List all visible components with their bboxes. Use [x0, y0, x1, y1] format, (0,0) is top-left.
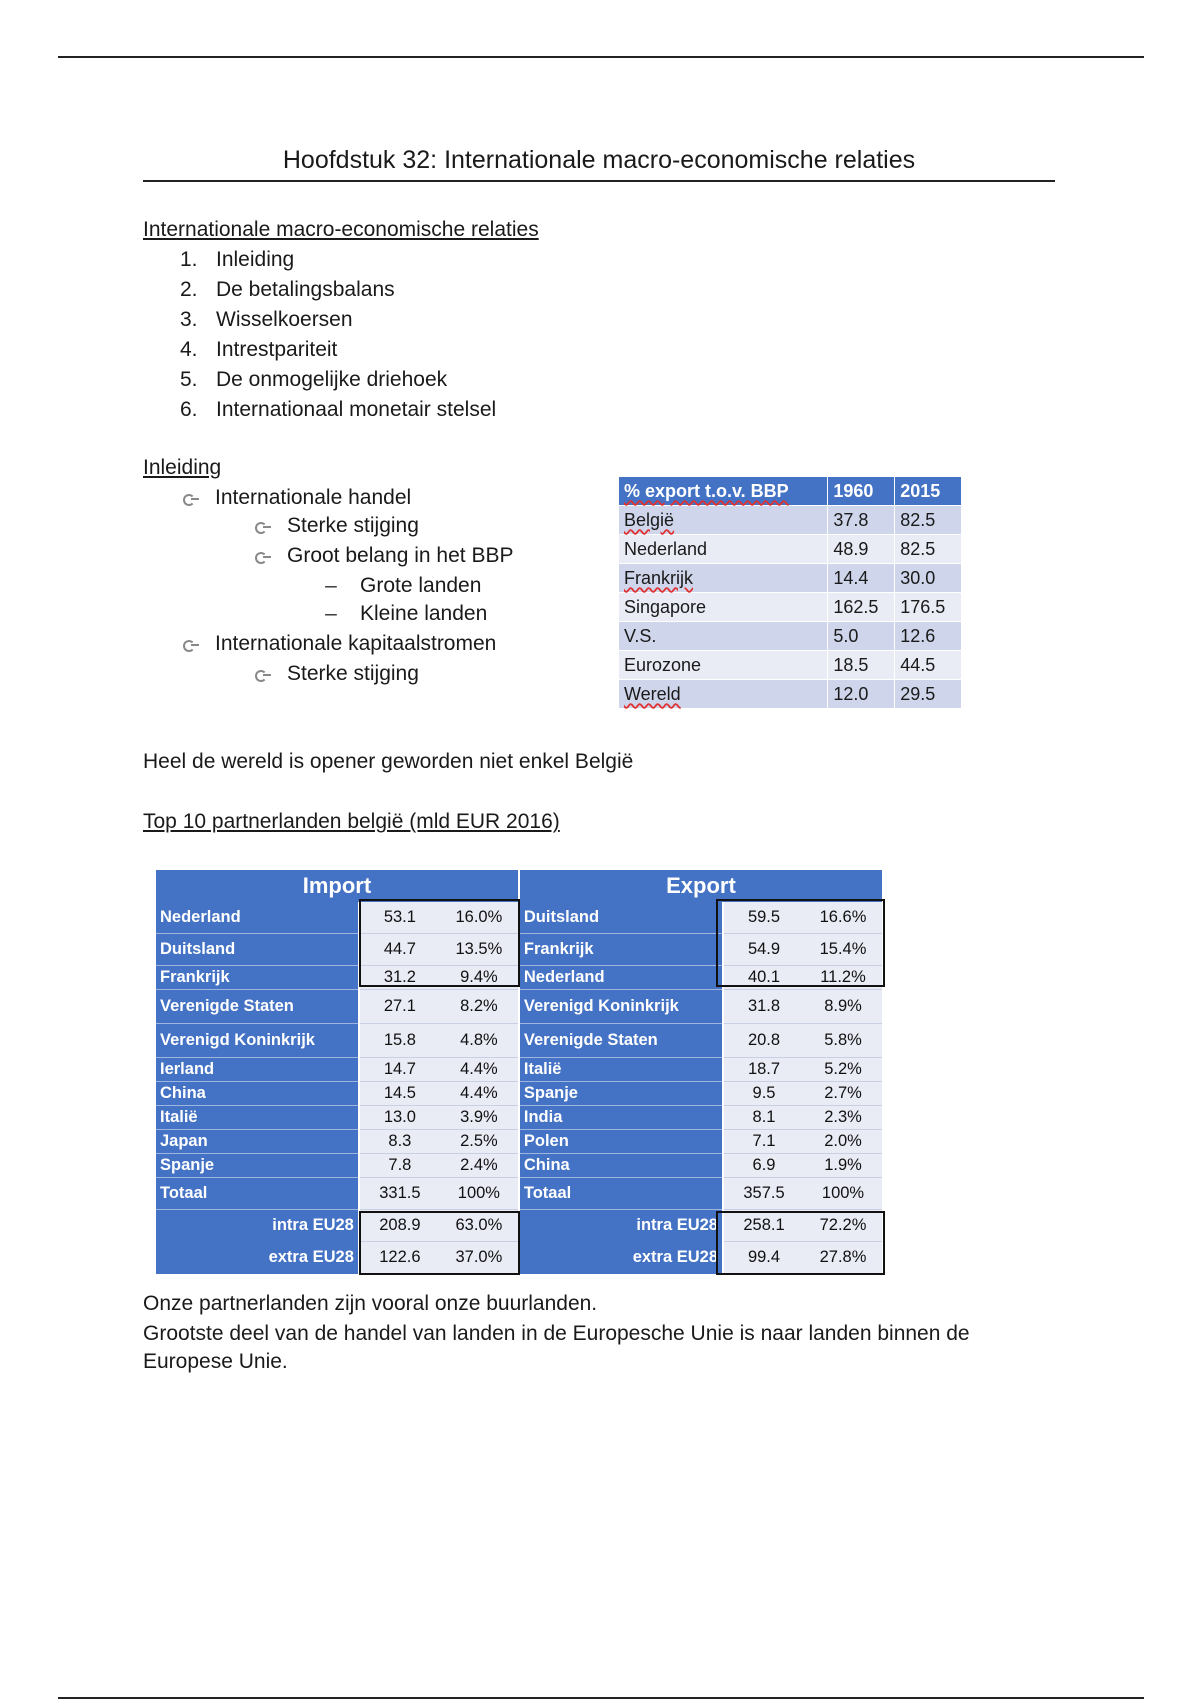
import-value: 53.1: [359, 902, 440, 934]
import-eu-box: [359, 1211, 520, 1275]
remark-neighbours: Onze partnerlanden zijn vooral onze buurlanden.: [143, 1292, 598, 1315]
export-share: 5.2%: [804, 1058, 883, 1082]
import-country: Totaal: [156, 1178, 359, 1210]
table-row: [156, 1058, 883, 1082]
bullet-item: Internationale kapitaalstromen: [183, 630, 496, 658]
export-value: 31.8: [723, 990, 804, 1024]
export-country: Italië: [519, 1058, 723, 1082]
export-value: 8.1: [723, 1106, 804, 1130]
bullet-item: Sterke stijging: [255, 660, 419, 688]
export-value: 7.1: [723, 1130, 804, 1154]
export-value: 40.1: [723, 966, 804, 990]
eu-label: intra EU28: [519, 1210, 723, 1242]
table-row: Singapore 162.5 176.5: [619, 593, 962, 622]
export-country: Polen: [519, 1130, 723, 1154]
import-country: Frankrijk: [156, 966, 359, 990]
import-share: 4.8%: [440, 1024, 519, 1058]
bottom-rule: [58, 1697, 1144, 1699]
toc-item: 1. Inleiding: [180, 248, 295, 271]
import-share: 2.4%: [440, 1154, 519, 1178]
export-share: 5.8%: [804, 1024, 883, 1058]
top-rule: [58, 56, 1144, 58]
toc-item: 3. Wisselkoersen: [180, 308, 353, 331]
export-country: Verenigde Staten: [519, 1024, 723, 1058]
table-row: [156, 1082, 883, 1106]
import-country: Duitsland: [156, 934, 359, 966]
bullet-icon: [183, 493, 197, 503]
remark-open-world: Heel de wereld is opener geworden niet enkel België: [143, 750, 634, 773]
table-header-row: [156, 870, 883, 902]
import-value: 8.3: [359, 1130, 440, 1154]
bullet-icon: [255, 551, 269, 561]
eu-label: extra EU28: [519, 1242, 723, 1274]
import-share: 13.5%: [440, 934, 519, 966]
table-row: Nederland 48.9 82.5: [619, 535, 962, 564]
export-share: 1.9%: [804, 1154, 883, 1178]
import-share: 9.4%: [440, 966, 519, 990]
bullet-icon: [255, 521, 269, 531]
export-country: Totaal: [519, 1178, 723, 1210]
table-row: Frankrijk 14.4 30.0: [619, 564, 962, 593]
bullet-icon: [183, 639, 197, 649]
import-country: Spanje: [156, 1154, 359, 1178]
bullet-item: Sterke stijging: [255, 512, 419, 540]
table-row: België 37.8 82.5: [619, 506, 962, 535]
export-share: 2.0%: [804, 1130, 883, 1154]
export-top3-box: [716, 899, 885, 987]
export-value: 20.8: [723, 1024, 804, 1058]
table-header: 1960: [828, 477, 895, 506]
table-row: Wereld 12.0 29.5: [619, 680, 962, 709]
import-value: 122.6: [359, 1242, 440, 1274]
import-value: 44.7: [359, 934, 440, 966]
remark-eu-trade: Grootste deel van de handel van landen in de Europesche Unie is naar landen binnen de Europese Unie.: [143, 1322, 970, 1373]
export-country: India: [519, 1106, 723, 1130]
export-gdp-table: [618, 476, 962, 709]
table-row: [156, 1130, 883, 1154]
export-country: Spanje: [519, 1082, 723, 1106]
import-share: 3.9%: [440, 1106, 519, 1130]
bullet-item: Internationale handel: [183, 484, 411, 512]
table-header: 2015: [895, 477, 962, 506]
export-share: 16.6%: [804, 902, 883, 934]
import-value: 7.8: [359, 1154, 440, 1178]
table-row: [156, 1154, 883, 1178]
import-value: 14.7: [359, 1058, 440, 1082]
toc-item: 2. De betalingsbalans: [180, 278, 395, 301]
export-share: 8.9%: [804, 990, 883, 1024]
export-share: 100%: [804, 1178, 883, 1210]
toc-heading: Internationale macro-economische relaties: [143, 218, 539, 241]
import-share: 2.5%: [440, 1130, 519, 1154]
import-share: 16.0%: [440, 902, 519, 934]
table-header: % export t.o.v. BBP: [619, 477, 828, 506]
toc-item: 5. De onmogelijke driehoek: [180, 368, 448, 391]
export-country: Duitsland: [519, 902, 723, 934]
toc-item: 6. Internationaal monetair stelsel: [180, 398, 497, 421]
export-share: 15.4%: [804, 934, 883, 966]
export-country: Verenigd Koninkrijk: [519, 990, 723, 1024]
table-row: V.S. 5.0 12.6: [619, 622, 962, 651]
export-country: Nederland: [519, 966, 723, 990]
export-share: 27.8%: [804, 1242, 883, 1274]
import-value: 31.2: [359, 966, 440, 990]
import-share: 63.0%: [440, 1210, 519, 1242]
intro-heading: Inleiding: [143, 456, 222, 479]
export-country: Frankrijk: [519, 934, 723, 966]
import-value: 208.9: [359, 1210, 440, 1242]
export-value: 258.1: [723, 1210, 804, 1242]
dash-item: – Grote landen: [325, 574, 482, 597]
import-country: Ierland: [156, 1058, 359, 1082]
import-country: Japan: [156, 1130, 359, 1154]
eu-label: extra EU28: [156, 1242, 359, 1274]
dash-item: – Kleine landen: [325, 602, 488, 625]
export-country: China: [519, 1154, 723, 1178]
export-value: 54.9: [723, 934, 804, 966]
import-value: 331.5: [359, 1178, 440, 1210]
table-header-row: [619, 477, 962, 506]
top10-heading: Top 10 partnerlanden belgië (mld EUR 2016): [143, 810, 560, 833]
export-value: 357.5: [723, 1178, 804, 1210]
import-value: 13.0: [359, 1106, 440, 1130]
export-eu-box: [716, 1211, 885, 1275]
export-share: 2.3%: [804, 1106, 883, 1130]
table-row: [156, 1178, 883, 1210]
import-share: 4.4%: [440, 1082, 519, 1106]
import-header: Import: [156, 870, 519, 902]
toc-list: [180, 245, 496, 425]
export-value: 9.5: [723, 1082, 804, 1106]
export-value: 6.9: [723, 1154, 804, 1178]
export-value: 99.4: [723, 1242, 804, 1274]
import-country: Verenigd Koninkrijk: [156, 1024, 359, 1058]
import-share: 4.4%: [440, 1058, 519, 1082]
table-row: [156, 1024, 883, 1058]
export-value: 18.7: [723, 1058, 804, 1082]
import-value: 27.1: [359, 990, 440, 1024]
import-country: China: [156, 1082, 359, 1106]
export-header: Export: [519, 870, 883, 902]
table-row: [156, 990, 883, 1024]
import-share: 8.2%: [440, 990, 519, 1024]
import-value: 14.5: [359, 1082, 440, 1106]
export-share: 72.2%: [804, 1210, 883, 1242]
import-share: 37.0%: [440, 1242, 519, 1274]
bullet-item: Groot belang in het BBP: [255, 542, 513, 570]
table-row: Eurozone 18.5 44.5: [619, 651, 962, 680]
import-top3-box: [359, 899, 520, 987]
export-value: 59.5: [723, 902, 804, 934]
import-value: 15.8: [359, 1024, 440, 1058]
export-share: 2.7%: [804, 1082, 883, 1106]
table-row: [156, 1106, 883, 1130]
import-share: 100%: [440, 1178, 519, 1210]
page-title: Hoofdstuk 32: Internationale macro-economische relaties: [143, 144, 1055, 182]
import-country: Italië: [156, 1106, 359, 1130]
toc-item: 4. Intrestpariteit: [180, 338, 338, 361]
export-share: 11.2%: [804, 966, 883, 990]
eu-label: intra EU28: [156, 1210, 359, 1242]
import-country: Verenigde Staten: [156, 990, 359, 1024]
bullet-icon: [255, 669, 269, 679]
import-country: Nederland: [156, 902, 359, 934]
